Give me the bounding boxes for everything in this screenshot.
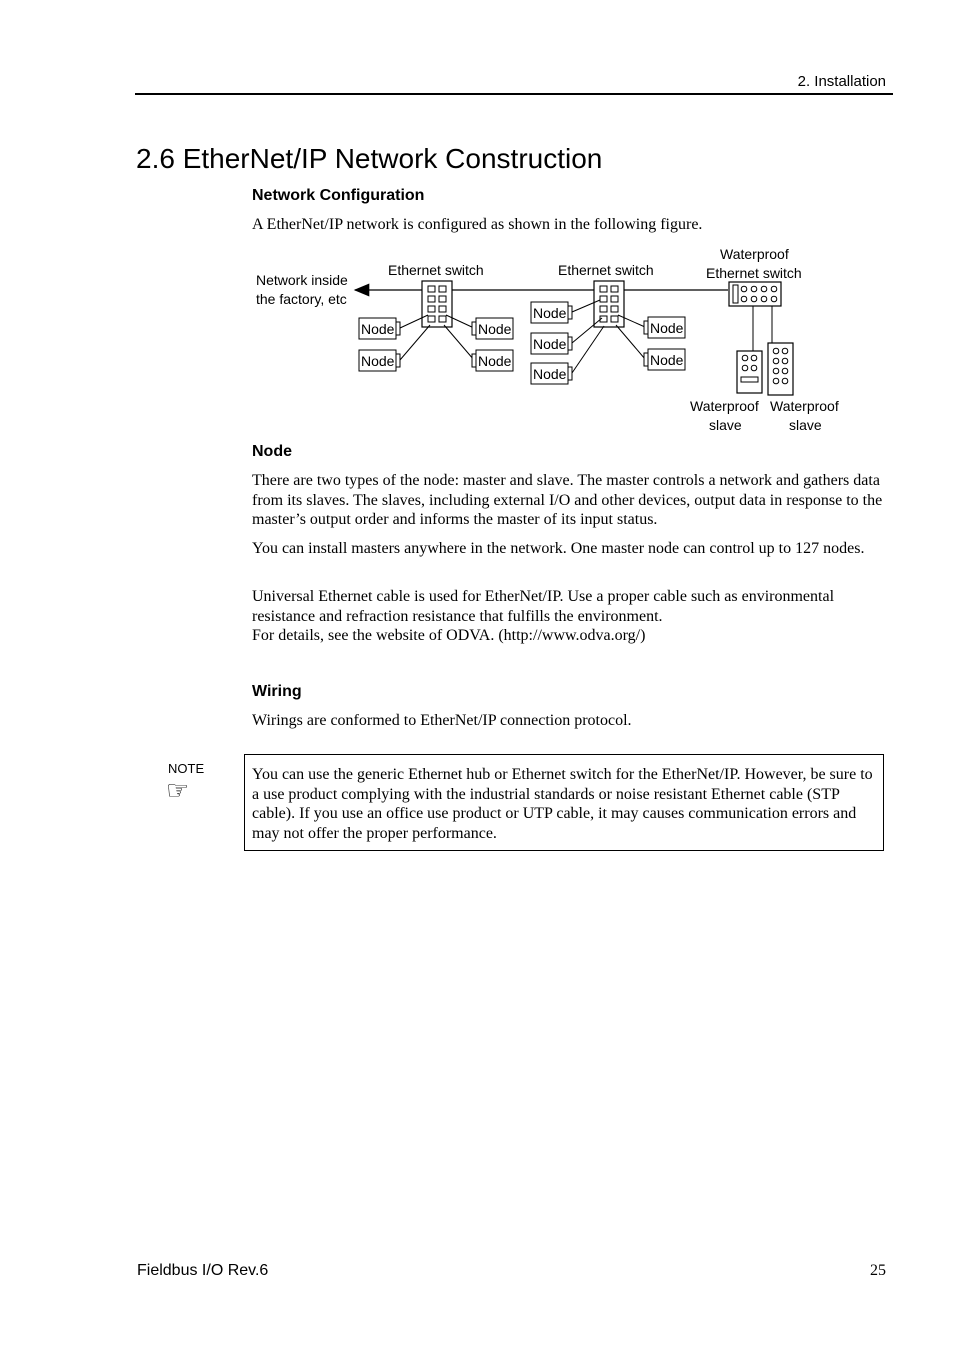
wp-slave2-label-1: Waterproof	[770, 398, 839, 414]
wp-slave1-label-1: Waterproof	[690, 398, 759, 414]
factory-network-label-1: Network inside	[256, 272, 348, 288]
node-label: Node	[361, 321, 395, 337]
node-icon	[644, 317, 685, 338]
cable-text: Universal Ethernet cable is used for EtherNet/IP. Use a proper cable such as environmental resistance and refraction resistance that fulfills the environment.	[252, 588, 835, 625]
note-label: NOTE	[168, 761, 205, 776]
node-paragraph-2: You can install masters anywhere in the network. One master node can control up to 127 nodes.	[252, 540, 865, 557]
node-label: Node	[650, 320, 684, 336]
page-number: 25	[870, 1262, 886, 1279]
node-icon	[472, 318, 513, 339]
section-label: 2. Installation	[797, 73, 886, 90]
node-icon	[531, 333, 572, 354]
node-label: Node	[533, 305, 567, 321]
wiring-heading: Wiring	[252, 683, 302, 700]
node-label: Node	[478, 353, 512, 369]
wp-switch-label-1: Waterproof	[720, 246, 789, 262]
page-header	[0, 0, 954, 100]
node-icon	[644, 349, 685, 370]
header-rule	[135, 93, 893, 95]
footer-document-title: Fieldbus I/O Rev.6	[137, 1262, 269, 1279]
waterproof-switch-icon	[729, 282, 781, 306]
wiring-text: Wirings are conformed to EtherNet/IP connection protocol.	[252, 712, 632, 729]
wp-slave1-label-2: slave	[709, 417, 742, 433]
switch1-label: Ethernet switch	[388, 262, 484, 278]
network-config-heading: Network Configuration	[252, 187, 425, 204]
waterproof-slave-1-icon	[737, 351, 762, 393]
node-paragraph-1: There are two types of the node: master and slave. The master controls a network and gathers data from its slaves. The slaves, including external I/O and other devices, output data in response to the master’s output order and informs the master of its input status.	[252, 472, 883, 528]
node-icon	[531, 302, 572, 323]
network-config-intro: A EtherNet/IP network is configured as shown in the following figure.	[252, 216, 703, 233]
node-heading: Node	[252, 443, 292, 460]
ethernet-switch-1-icon	[422, 281, 452, 327]
odva-reference: For details, see the website of ODVA. (http://www.odva.org/)	[252, 627, 646, 644]
pointing-hand-icon: ☞	[166, 776, 190, 805]
network-diagram	[0, 240, 954, 440]
note-box	[244, 754, 884, 851]
wp-slave2-label-2: slave	[789, 417, 822, 433]
note-text: You can use the generic Ethernet hub or Ethernet switch for the EtherNet/IP. However, be sure to a use product complying with the industrial standards or noise resistant Ethernet cable (STP cable). If you use an office use product or UTP cable, it may causes communication errors and may not offer the proper performance.	[252, 766, 873, 842]
wp-switch-label-2: Ethernet switch	[706, 265, 802, 281]
node-icon	[359, 350, 400, 371]
node-label: Node	[533, 366, 567, 382]
ethernet-switch-2-icon	[594, 281, 624, 327]
node-label: Node	[533, 336, 567, 352]
node-paragraph-3	[252, 587, 892, 646]
node-icon	[472, 350, 513, 371]
node-label: Node	[361, 353, 395, 369]
switch2-label: Ethernet switch	[558, 262, 654, 278]
factory-network-label-2: the factory, etc	[256, 291, 347, 307]
waterproof-slave-2-icon	[768, 343, 793, 395]
node-label: Node	[650, 352, 684, 368]
node-label: Node	[478, 321, 512, 337]
node-icon	[359, 318, 400, 339]
node-icon	[531, 363, 572, 384]
page-title: 2.6 EtherNet/IP Network Construction	[136, 143, 603, 174]
